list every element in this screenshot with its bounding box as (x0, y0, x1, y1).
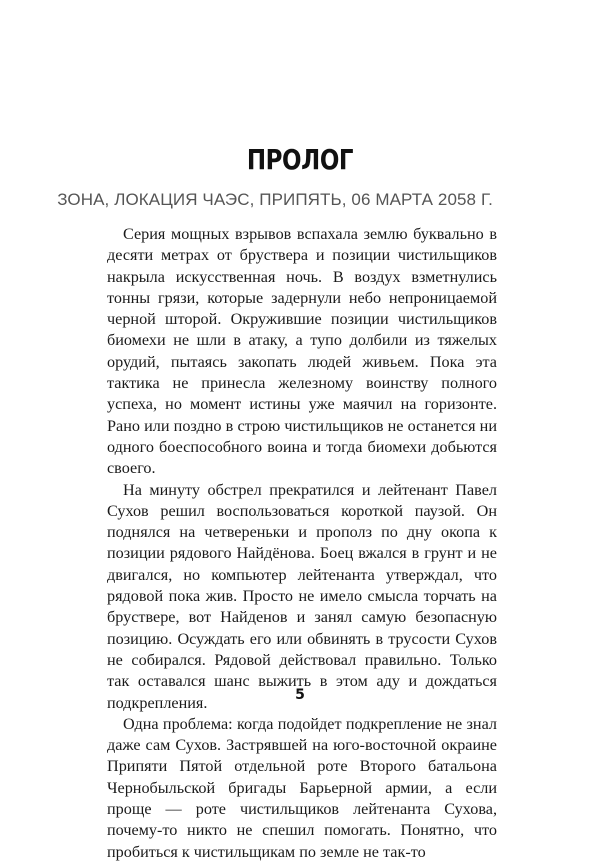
paragraph: Серия мощных взрывов вспахала землю буквально в десяти метрах от бруствера и позиции чистильщиков накрыла искусственная ночь. В воздух взметнулись тонны грязи, которые задернули небо непроницаемой черной шторой. Окружившие позиции чистильщиков биомехи не шли в атаку, а тупо долбили из тяжелых орудий, пытаясь закопать людей живьем. Пока эта тактика не принесла железному воинству полного успеха, но момент истины уже маячил на горизонте. Рано или поздно в строю чистильщиков не останется ни одного боеспособного воина и тогда биомехи добьются своего. (107, 225, 497, 478)
chapter-title: ПРОЛОГ (246, 143, 354, 176)
page-number: 5 (295, 687, 305, 703)
chapter-subtitle: ЗОНА, ЛОКАЦИЯ ЧАЭС, ПРИПЯТЬ, 06 МАРТА 2058 Г. (57, 190, 493, 209)
paragraph: Одна проблема: когда подойдет подкрепление не знал даже сам Сухов. Застрявшей на юго-восточной окраине Припяти Пятой отдельной роте Второго батальона Чернобыльской бригады Барьерной армии, а если проще — роте чистильщиков лейтенанта Сухова, почему-то никто не спешил помогать. Понятно, что пробиться к чистильщикам по земле не так-то (107, 714, 497, 861)
paragraph: На минуту обстрел прекратился и лейтенант Павел Сухов решил воспользоваться короткой паузой. Он поднялся на четвереньки и прополз по дну окопа к позиции рядового Найдёнова. Боец вжался в грунт и не двигался, но компьютер лейтенанта утверждал, что рядовой пока жив. Просто не имело смысла торчать на бруствере, вот Найденов и занял самую безопасную позицию. Осуждать его или обвинять в трусости Сухов не собирался. Рядовой действовал правильно. Только так оставался шанс выжить в этом аду и дождаться подкрепления. (107, 480, 497, 712)
body-text (107, 224, 497, 863)
